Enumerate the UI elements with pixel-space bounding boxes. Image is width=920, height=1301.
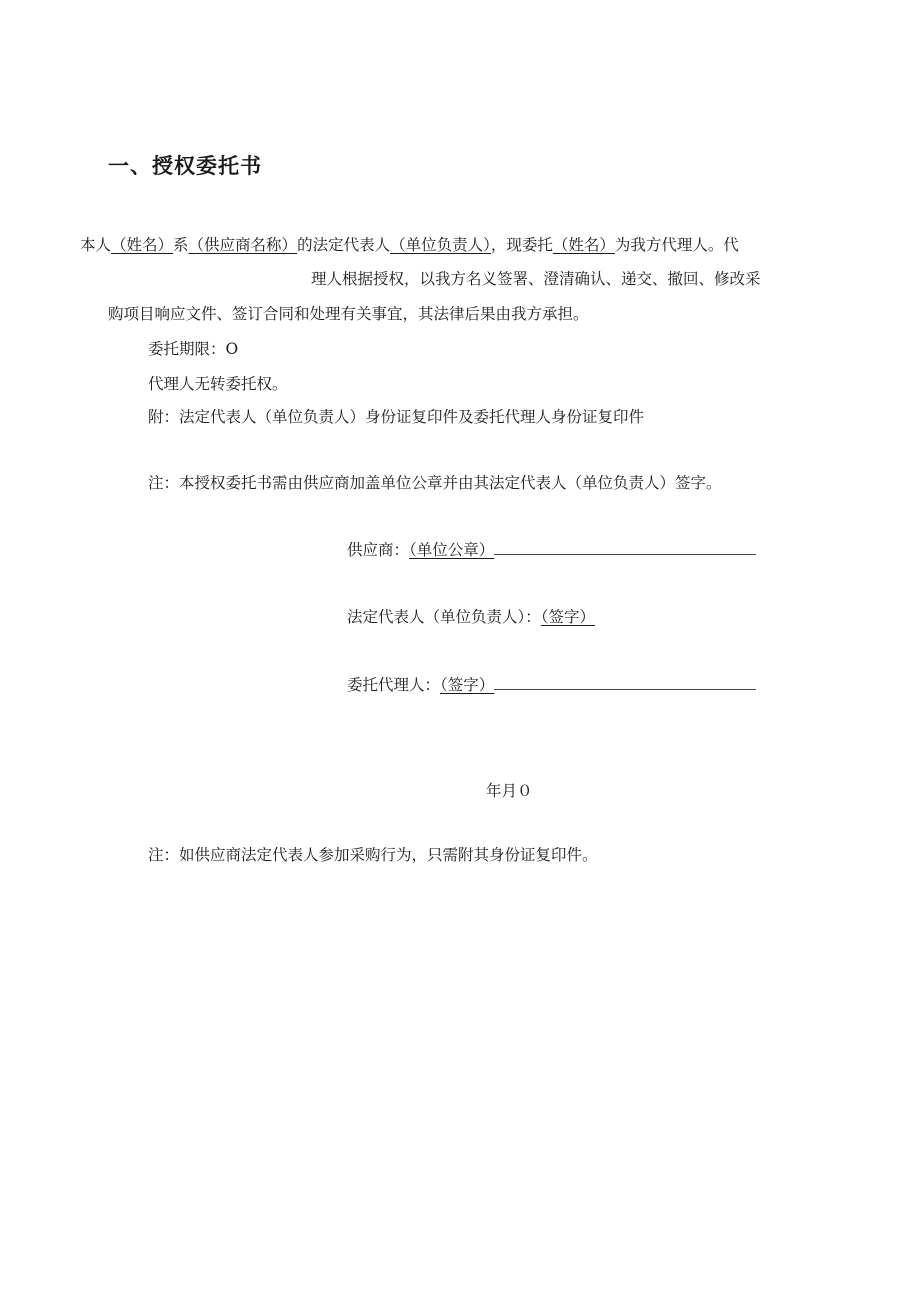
paragraph-text: 为我方代理人。代 bbox=[614, 236, 739, 254]
agent-sign-field: （签字） bbox=[440, 676, 495, 694]
legal-rep-signature-row bbox=[347, 606, 595, 628]
document-heading: 一、授权委托书 bbox=[108, 154, 262, 178]
attachment-line: 附：法定代表人（单位负责人）身份证复印件及委托代理人身份证复印件 bbox=[148, 408, 645, 426]
note-attendance: 注：如供应商法定代表人参加采购行为，只需附其身份证复印件。 bbox=[148, 846, 598, 864]
supplier-name-field: （供应商名称） bbox=[188, 236, 298, 254]
supplier-blank-line bbox=[494, 540, 756, 555]
paragraph-text: ，现委托 bbox=[490, 236, 553, 254]
term-line: 委托期限：O bbox=[148, 340, 239, 358]
legal-rep-field: （单位负责人） bbox=[390, 236, 491, 254]
paragraph-text: 本人 bbox=[80, 236, 112, 254]
date-line: 年月０ bbox=[486, 782, 533, 800]
paragraph-text: 的法定代表人 bbox=[297, 236, 391, 254]
supplier-signature-row bbox=[347, 539, 756, 561]
agent-label: 委托代理人： bbox=[347, 676, 441, 694]
note-seal-signature: 注：本授权委托书需由供应商加盖单位公章并由其法定代表人（单位负责人）签字。 bbox=[148, 474, 722, 492]
paragraph-text: 系 bbox=[173, 236, 189, 254]
supplier-seal-field: （单位公章） bbox=[409, 541, 495, 559]
legal-rep-sign-field: （签字） bbox=[540, 608, 596, 626]
paragraph-line-2: 理人根据授权，以我方名义签署、澄清确认、递交、撤回、修改采 bbox=[311, 270, 761, 288]
agent-signature-row bbox=[347, 674, 756, 696]
paragraph-line-1 bbox=[80, 234, 739, 256]
agent-name-field: （姓名） bbox=[552, 236, 615, 254]
name-field: （姓名） bbox=[111, 236, 174, 254]
agent-blank-line bbox=[494, 675, 756, 690]
no-subdelegation-line: 代理人无转委托权。 bbox=[148, 375, 288, 393]
paragraph-line-3: 购项目响应文件、签订合同和处理有关事宜，其法律后果由我方承担。 bbox=[108, 305, 589, 323]
supplier-label: 供应商： bbox=[347, 541, 410, 559]
legal-rep-label: 法定代表人（单位负责人）： bbox=[347, 608, 541, 626]
